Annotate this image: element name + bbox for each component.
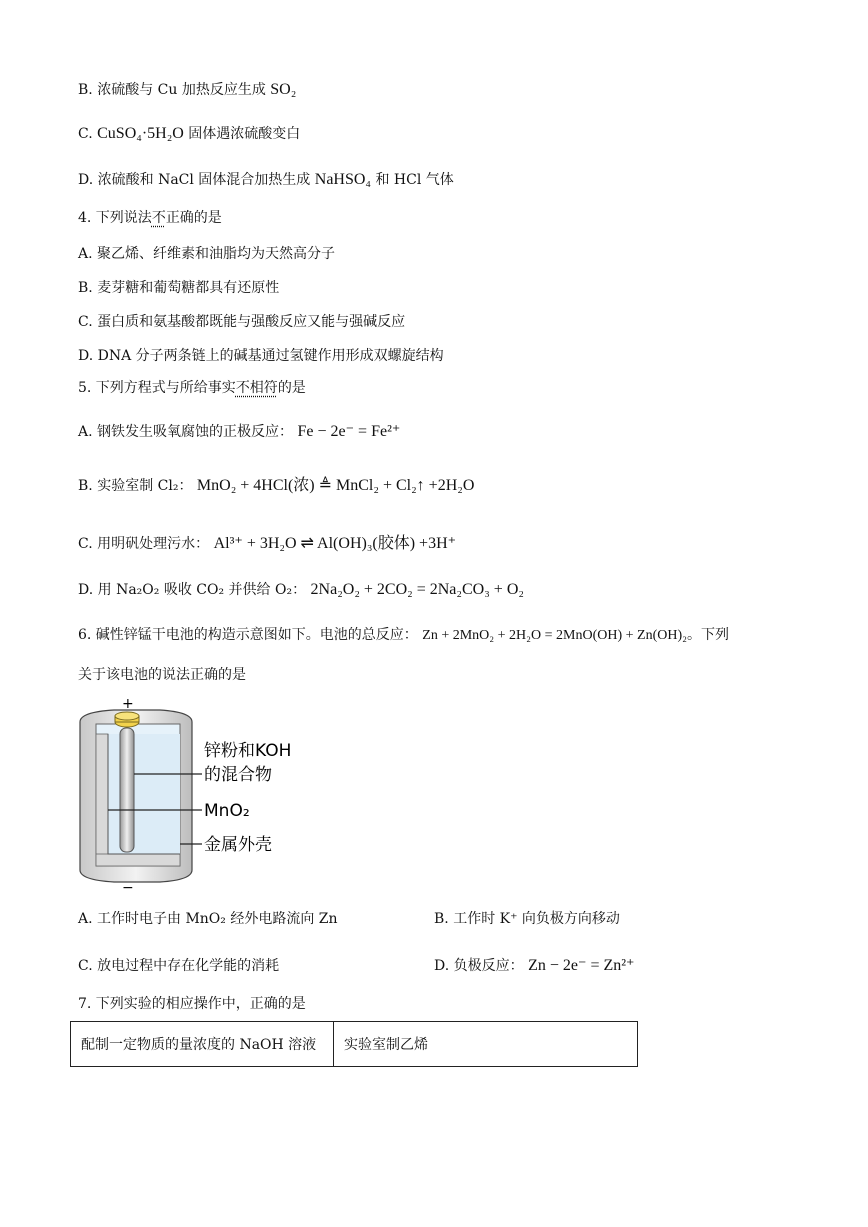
mno2-layer — [96, 734, 108, 864]
negative-sign: − — [122, 880, 134, 894]
q5-option-a: A. 钢铁发生吸氧腐蚀的正极反应： Fe − 2e⁻ = Fe²⁺ — [78, 423, 401, 440]
q3-option-b: B. 浓硫酸与 Cu 加热反应生成 SO₂ — [78, 81, 297, 98]
q6-option-c: C. 放电过程中存在化学能的消耗 — [78, 958, 280, 974]
q6-option-a: A. 工作时电子由 MnO₂ 经外电路流向 Zn — [78, 911, 338, 927]
q5-option-d: D. 用 Na₂O₂ 吸收 CO₂ 并供给 O₂： 2Na₂O₂ + 2CO₂ = 2Na₂CO₃ + O₂ — [78, 581, 524, 598]
q5-option-b: B. 实验室制 Cl₂： MnO₂ + 4HCl(浓) ≜ MnCl₂ + Cl₂↑ +2H₂O — [78, 477, 475, 494]
label-zinc-koh: 锌粉和KOH — [204, 741, 292, 761]
positive-sign: + — [122, 696, 134, 712]
q7-table — [70, 1021, 638, 1067]
q3-option-c: C. CuSO₄·5H₂O 固体遇浓硫酸变白 — [78, 125, 301, 142]
q4-stem: 4. 下列说法不正确的是 — [78, 210, 222, 226]
q7-table-cell-1: 配制一定物质的量浓度的 NaOH 溶液 — [71, 1022, 334, 1066]
battery-diagram — [74, 694, 334, 894]
q4-option-d: D. DNA 分子两条链上的碱基通过氢键作用形成双螺旋结构 — [78, 348, 444, 364]
label-mno2: MnO₂ — [204, 801, 250, 821]
q7-stem: 7. 下列实验的相应操作中，正确的是 — [78, 996, 306, 1012]
label-metal-shell: 金属外壳 — [204, 835, 272, 855]
q4-option-b: B. 麦芽糖和葡萄糖都具有还原性 — [78, 280, 280, 296]
q6-stem-line2: 关于该电池的说法正确的是 — [78, 667, 246, 683]
q5-stem: 5. 下列方程式与所给事实不相符的是 — [78, 380, 306, 396]
q5-option-c: C. 用明矾处理污水： Al³⁺ + 3H₂O ⇌ Al(OH)₃(胶体) +3H⁺ — [78, 535, 457, 552]
q6-stem-line1: 6. 碱性锌锰干电池的构造示意图如下。电池的总反应： Zn + 2MnO₂ + 2H₂O = 2MnO(OH) + Zn(OH)₂。下列 — [78, 627, 730, 643]
q4-option-a: A. 聚乙烯、纤维素和油脂均为天然高分子 — [78, 246, 336, 262]
q3-option-d: D. 浓硫酸和 NaCl 固体混合加热生成 NaHSO₄ 和 HCl 气体 — [78, 171, 454, 188]
label-mixture: 的混合物 — [204, 765, 272, 785]
q6-option-b: B. 工作时 K⁺ 向负极方向移动 — [434, 911, 620, 927]
q7-table-cell-2: 实验室制乙烯 — [344, 1037, 428, 1053]
q6-option-d: D. 负极反应： Zn − 2e⁻ = Zn²⁺ — [434, 957, 635, 974]
zinc-rod — [120, 728, 134, 852]
q4-option-c: C. 蛋白质和氨基酸都既能与强酸反应又能与强碱反应 — [78, 314, 406, 330]
